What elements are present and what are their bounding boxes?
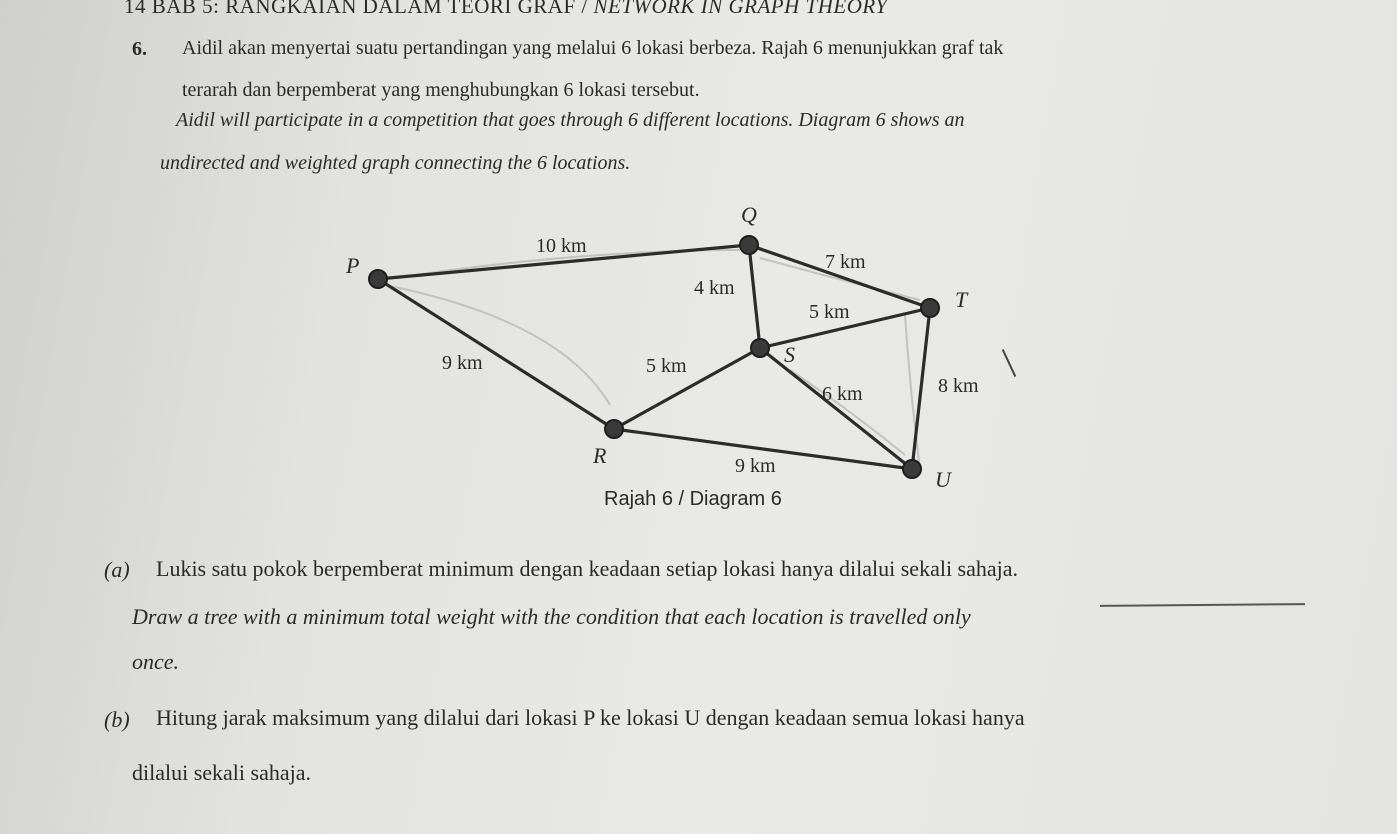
label-U: U	[935, 467, 951, 492]
weight-Q-S: 4 km	[694, 277, 735, 299]
label-R: R	[593, 443, 607, 468]
part-a-text-en-line2: once.	[132, 649, 180, 674]
weight-Q-T: 7 km	[825, 251, 866, 273]
weight-R-S: 5 km	[646, 355, 687, 377]
weight-S-T: 5 km	[809, 301, 850, 323]
node-P	[369, 270, 387, 288]
question-text-ms-line2: terarah dan berpemberat yang menghubungkan 6 lokasi tersebut.	[182, 79, 700, 101]
chapter-separator: /	[575, 0, 594, 18]
node-T	[921, 299, 939, 317]
chapter-prefix: 14	[124, 0, 152, 18]
node-S	[751, 339, 769, 357]
part-b-label: (b)	[104, 707, 130, 732]
weight-P-Q: 10 km	[536, 235, 587, 257]
weight-T-U: 8 km	[938, 375, 979, 397]
node-labels	[345, 202, 969, 492]
part-b-text-ms-line1: Hitung jarak maksimum yang dilalui dari lokasi P ke lokasi U dengan keadaan semua lokasi hanya	[156, 705, 1025, 730]
label-Q: Q	[741, 202, 757, 227]
question-number: 6.	[132, 38, 147, 60]
part-a-text-en-line1: Draw a tree with a minimum total weight with the condition that each location is travelled only	[132, 604, 971, 629]
node-U	[903, 460, 921, 478]
node-R	[605, 420, 623, 438]
label-P: P	[346, 253, 360, 278]
node-Q	[740, 236, 758, 254]
part-a-text-ms: Lukis satu pokok berpemberat minimum dengan keadaan setiap lokasi hanya dilalui sekali sahaja.	[156, 556, 1019, 581]
weight-R-U: 9 km	[735, 455, 776, 477]
label-S: S	[784, 342, 795, 367]
question-text-en-line2: undirected and weighted graph connecting the 6 locations.	[160, 152, 631, 174]
question-text-en-line1: Aidil will participate in a competition that goes through 6 different locations. Diagram 6 shows an	[176, 109, 965, 131]
diagram-caption: Rajah 6 / Diagram 6	[604, 488, 782, 510]
edge-P-R	[378, 279, 614, 429]
question-text-ms-line1: Aidil akan menyertai suatu pertandingan yang melalui 6 lokasi berbeza. Rajah 6 menunjukkan graf tak	[182, 37, 1004, 59]
weight-S-U: 6 km	[822, 383, 863, 405]
chapter-title-ms: BAB 5: RANGKAIAN DALAM TEORI GRAF	[151, 0, 576, 18]
edge-Q-S	[749, 245, 760, 348]
part-b-text-ms-line2: dilalui sekali sahaja.	[132, 760, 311, 785]
edge-R-S	[614, 348, 760, 429]
weight-P-R: 9 km	[442, 352, 483, 374]
edge-T-U	[912, 308, 930, 469]
part-a-label: (a)	[104, 557, 130, 582]
label-T: T	[955, 287, 968, 312]
chapter-title-en: NETWORK IN GRAPH THEORY	[593, 0, 888, 18]
